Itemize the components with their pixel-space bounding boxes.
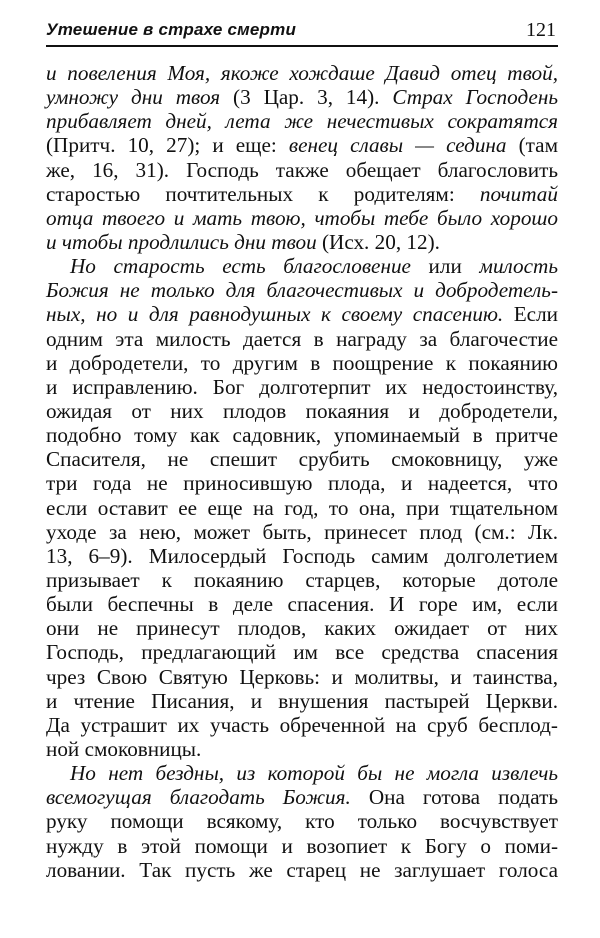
text-run: чрез Свою Святую Церковь: и молитвы, и таинства, <box>46 664 558 689</box>
text-run: (3 Цар. 3, 14). <box>220 85 393 110</box>
text-line <box>46 761 558 785</box>
text-line <box>46 254 558 278</box>
text-line <box>46 496 558 520</box>
text-line <box>46 61 558 85</box>
text-line <box>46 230 558 254</box>
text-run: (Исх. 20, 12). <box>316 229 440 254</box>
italic-text-run: Но старость есть благословение <box>70 254 411 279</box>
page-number: 121 <box>526 19 556 41</box>
text-line <box>46 858 558 882</box>
italic-text-run: отца твоего и мать твою, чтобы тебе было хорошо <box>46 205 558 230</box>
text-run: Спасителя, не спешит срубить смоковницу, уже <box>46 447 558 472</box>
text-run: же, 16, 31). Господь также обещает благословить <box>46 157 558 182</box>
italic-text-run: прибавляет дней, лета же нечестивых сократятся <box>46 109 558 134</box>
text-run: Она готова подать <box>350 785 558 810</box>
italic-text-run: Страх Господень <box>392 85 558 110</box>
text-line <box>46 592 558 616</box>
text-line <box>46 302 558 326</box>
text-run: Да устрашит их участь обреченной на сруб бесплод- <box>46 712 558 737</box>
text-run: и добродетели, то другим в поощрение к покаянию <box>46 350 558 375</box>
text-line <box>46 640 558 664</box>
text-line <box>46 471 558 495</box>
text-line <box>46 785 558 809</box>
text-line <box>46 399 558 423</box>
italic-text-run: и повеления Моя, якоже хождаше Давид отец твой, <box>46 61 558 85</box>
text-line <box>46 327 558 351</box>
text-run: ожидая от них плодов покаяния и добродетели, <box>46 398 558 423</box>
text-line <box>46 109 558 133</box>
text-line <box>46 158 558 182</box>
text-line <box>46 85 558 109</box>
body-text <box>46 61 558 882</box>
text-line <box>46 447 558 471</box>
italic-text-run: умножу дни твоя <box>46 85 221 110</box>
text-line <box>46 351 558 375</box>
text-line <box>46 182 558 206</box>
text-line <box>46 568 558 592</box>
text-run: были беспечны в деле спасения. И горе им, если <box>46 592 558 617</box>
text-run: ловании. Так пусть же старец не заглушает голоса <box>46 857 558 882</box>
italic-text-run: всемогущая благодать Божия. <box>46 785 351 810</box>
text-line <box>46 616 558 640</box>
text-line <box>46 834 558 858</box>
italic-text-run: почитай <box>479 181 558 206</box>
text-run: Господь, предлагающий им все средства спасения <box>46 640 558 665</box>
text-run: (Притч. 10, 27); и еще: <box>46 133 289 158</box>
text-run: они не принесут плодов, каких ожидает от них <box>46 616 558 641</box>
text-run: и исправлению. Бог долготерпит их недостоинству, <box>46 374 558 399</box>
text-run: если оставит ее еще на год, то она, при тщательном <box>46 495 558 520</box>
text-line <box>46 278 558 302</box>
text-line <box>46 520 558 544</box>
text-run: 13, 6–9). Милосердый Господь самим долголетием <box>46 543 558 568</box>
text-line <box>46 375 558 399</box>
text-run: призывает к покаянию старцев, которые дотоле <box>46 567 558 592</box>
text-run: или <box>410 254 480 279</box>
text-run: уходе за нею, может быть, принесет плод (см.: Лк. <box>46 519 558 544</box>
text-line <box>46 809 558 833</box>
book-page <box>46 18 558 882</box>
italic-text-run: Божия не только для благочестивых и добродетель- <box>46 278 558 303</box>
text-line <box>46 737 558 761</box>
text-line <box>46 713 558 737</box>
text-line <box>46 689 558 713</box>
text-line <box>46 133 558 157</box>
italic-text-run: Но нет бездны, из которой бы не могла извлечь <box>70 761 558 786</box>
italic-text-run: венец славы — седина <box>288 133 507 158</box>
text-run: три года не приносившую плода, и надеется, что <box>46 471 558 496</box>
text-run: подобно тому как садовник, упоминаемый в притче <box>46 423 558 448</box>
text-run: и чтение Писания, и внушения пастырей Церкви. <box>46 688 558 713</box>
text-run: старостью почтительных к родителям: <box>46 181 480 206</box>
italic-text-run: и чтобы продлились дни твои <box>46 229 317 254</box>
italic-text-run: милость <box>479 254 558 279</box>
text-line <box>46 423 558 447</box>
text-line <box>46 665 558 689</box>
text-run: руку помощи всякому, кто только восчувствует <box>46 809 558 834</box>
running-title: Утешение в страхе смерти <box>46 20 297 39</box>
running-header <box>46 18 558 47</box>
text-run: нужду в этой помощи и возопиет к Богу о поми- <box>46 833 558 858</box>
text-run: (там <box>506 133 558 158</box>
text-run: Если <box>503 302 558 327</box>
text-run: одним эта милость дается в награду за благочестие <box>46 326 558 351</box>
text-line <box>46 544 558 568</box>
text-run: ной смоковницы. <box>46 736 202 761</box>
text-line <box>46 206 558 230</box>
italic-text-run: ных, но и для равнодушных к своему спасению. <box>46 302 504 327</box>
